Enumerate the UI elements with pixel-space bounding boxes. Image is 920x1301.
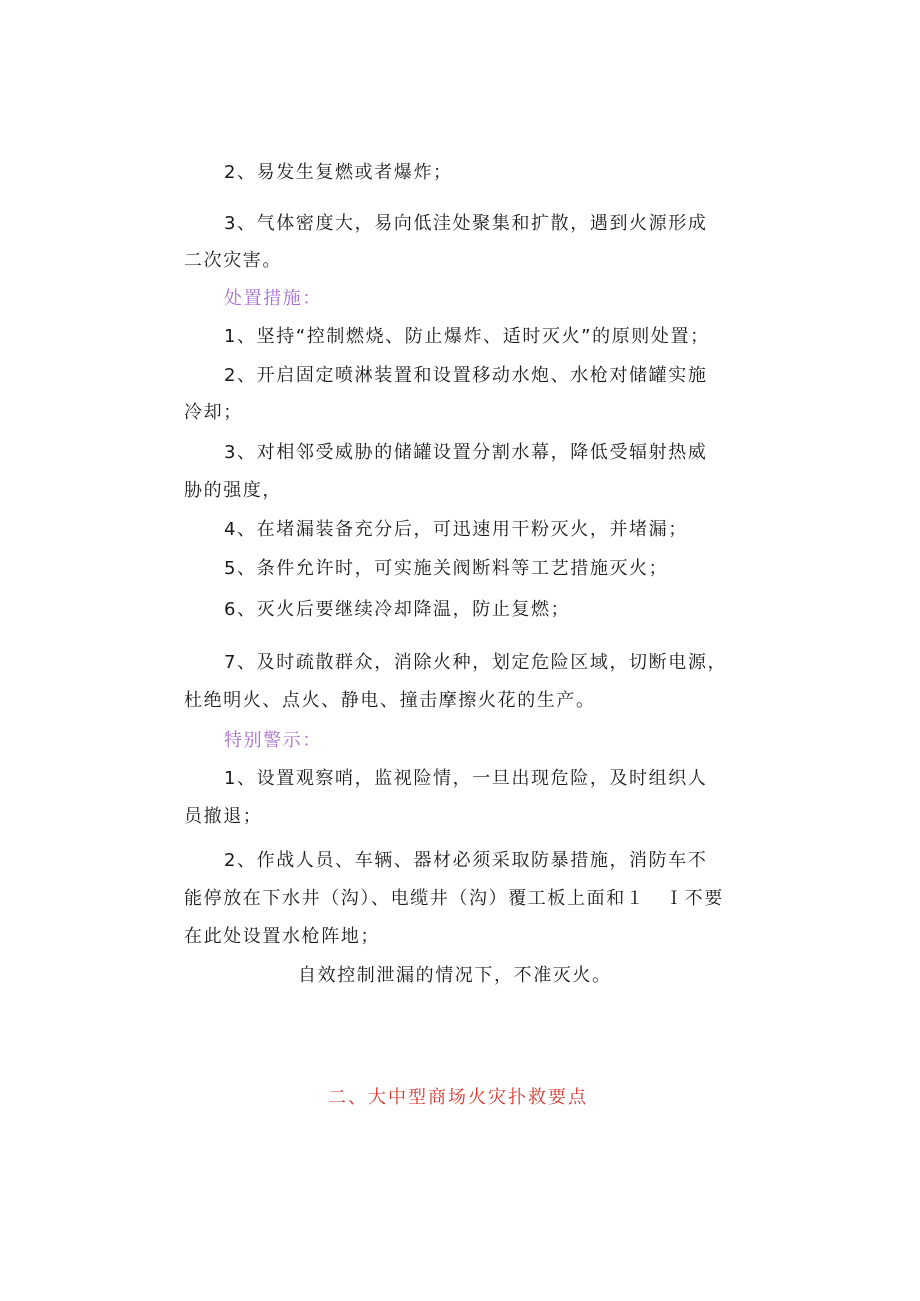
warning-item-2-line-3: 在此处设置水枪阵地； [184, 926, 380, 947]
measure-item-5: 5、条件允许时，可实施关阀断料等工艺措施灭火； [224, 558, 669, 579]
warning-item-1-line-1: 1、设置观察哨，监视险情，一旦出现危险，及时组织人 [224, 768, 708, 789]
measure-item-3-line-2: 胁的强度， [184, 480, 282, 501]
measure-item-7-line-2: 杜绝明火、点火、静电、撞击摩擦火花的生产。 [184, 690, 596, 711]
warning-item-2-line-1: 2、作战人员、车辆、器材必须采取防暴措施，消防车不 [224, 850, 708, 871]
hazard-item-2: 2、易发生复燃或者爆炸； [224, 162, 453, 183]
measures-heading: 处置措施： [224, 288, 322, 309]
warnings-heading: 特别警示： [224, 730, 322, 751]
measure-item-2-line-2: 冷却； [184, 402, 243, 423]
warning-item-3: 自效控制泄漏的情况下，不准灭火。 [298, 965, 612, 986]
measure-item-6: 6、灭火后要继续冷却降温，防止复燃； [224, 599, 571, 620]
measure-item-7-line-1: 7、及时疏散群众，消除火种，划定危险区域，切断电源， [224, 652, 728, 673]
warning-item-1-line-2: 员撤退； [184, 806, 263, 827]
measure-item-4: 4、在堵漏装备充分后，可迅速用干粉灭火，并堵漏； [224, 519, 688, 540]
section-2-title: 二、大中型商场火灾扑救要点 [328, 1087, 588, 1108]
measure-item-2-line-1: 2、开启固定喷淋装置和设置移动水炮、水枪对储罐实施 [224, 365, 708, 386]
measure-item-1: 1、坚持“控制燃烧、防止爆炸、适时灭火”的原则处置； [224, 326, 710, 347]
measure-item-3-line-1: 3、对相邻受威胁的储罐设置分割水幕，降低受辐射热威 [224, 442, 708, 463]
hazard-item-3-line-1: 3、气体密度大，易向低洼处聚集和扩散，遇到火源形成 [224, 213, 708, 234]
hazard-item-3-line-2: 二次灾害。 [184, 250, 282, 271]
warning-item-2-line-2: 能停放在下水井（沟）、电缆井（沟）覆工板上面和１ Ｉ不要 [184, 888, 724, 909]
